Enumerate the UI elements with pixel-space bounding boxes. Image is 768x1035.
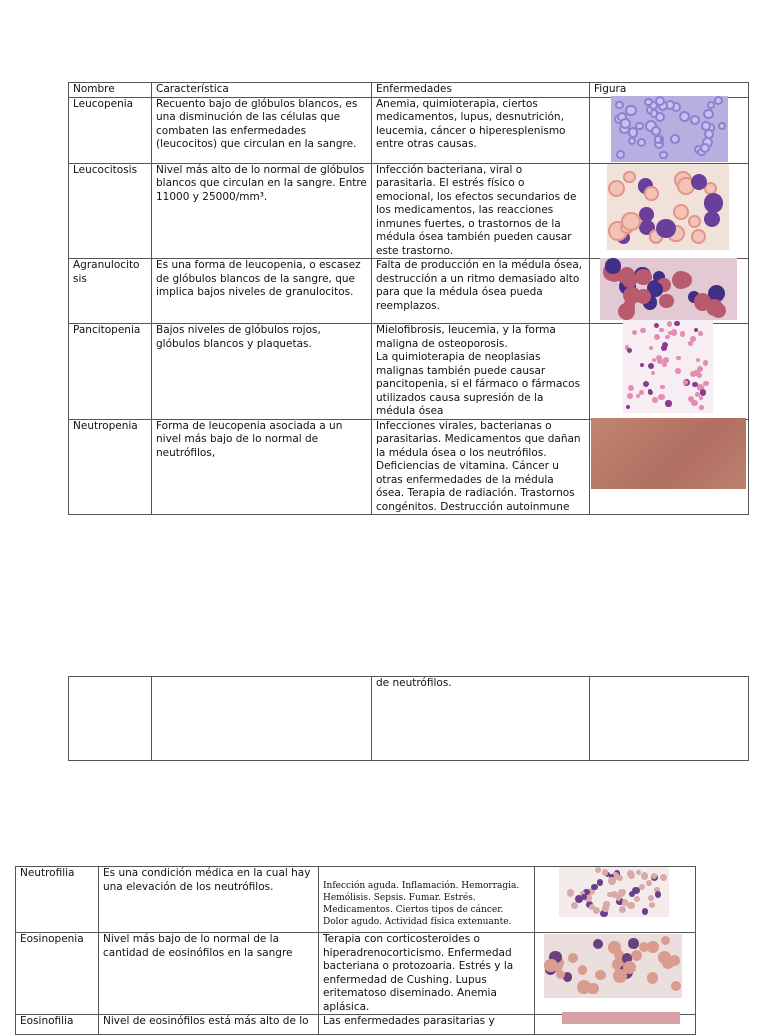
cell-dot bbox=[644, 98, 653, 107]
cell-dot bbox=[623, 961, 636, 974]
cell-dot bbox=[703, 360, 708, 365]
cell-dot bbox=[661, 936, 670, 945]
cell-dot bbox=[659, 328, 664, 333]
cell-dot bbox=[578, 965, 587, 974]
cell-dot bbox=[620, 118, 630, 128]
continuation-table bbox=[68, 676, 749, 761]
cell-dot bbox=[644, 186, 659, 201]
pancitopenia-image bbox=[623, 320, 713, 413]
header-figura: Figura bbox=[590, 83, 749, 98]
cell-dot bbox=[608, 180, 625, 197]
row-diseases-text: Infección aguda. Inflamación. Hemorragia. Hemólisis. Sepsis. Fumar. Estrés. Medicamentos. Ciertos tipos de cáncer. Dolor agudo. Actividad física extenuante. bbox=[323, 881, 520, 927]
cell-dot bbox=[617, 875, 623, 881]
cell-dot bbox=[648, 363, 654, 369]
cell-dot bbox=[707, 101, 715, 109]
cell-dot bbox=[621, 212, 640, 231]
table-header-row bbox=[69, 83, 749, 98]
cell-dot bbox=[679, 111, 690, 122]
cell-dot bbox=[635, 269, 652, 286]
cell-dot bbox=[688, 396, 694, 402]
cell-dot bbox=[587, 983, 598, 994]
cell-dot bbox=[698, 331, 703, 336]
cell-dot bbox=[674, 321, 679, 326]
table-row bbox=[69, 677, 749, 761]
cell-dot bbox=[631, 950, 642, 961]
cell-dot bbox=[632, 330, 637, 335]
cell-dot bbox=[647, 941, 658, 952]
eosinopenia-image bbox=[544, 934, 682, 998]
cell-dot bbox=[671, 329, 677, 335]
cell-dot bbox=[665, 335, 669, 339]
cell-dot bbox=[571, 902, 578, 909]
cell-dot bbox=[628, 872, 635, 879]
cell-dot bbox=[627, 393, 633, 399]
cell-dot bbox=[593, 939, 603, 949]
row-name: Leucocitosis bbox=[69, 163, 152, 259]
cell-dot bbox=[615, 101, 624, 110]
cell-dot bbox=[637, 138, 646, 147]
row-characteristic: Recuento bajo de glóbulos blancos, es una disminución de las células que combaten las enfermedades (leucocitos) que circulan en la sangre. bbox=[152, 97, 372, 163]
cell-dot bbox=[659, 151, 667, 159]
row-name: Pancitopenia bbox=[69, 324, 152, 420]
cell-dot bbox=[696, 358, 701, 363]
cell-dot bbox=[671, 981, 681, 991]
row-name bbox=[69, 677, 152, 761]
cell-dot bbox=[568, 953, 578, 963]
cell-dot bbox=[690, 115, 700, 125]
row-name: Eosinopenia bbox=[16, 933, 99, 1015]
cell-dot bbox=[628, 385, 634, 391]
cell-dot bbox=[639, 390, 644, 395]
cell-dot bbox=[668, 331, 672, 335]
cell-dot bbox=[623, 171, 636, 184]
row-diseases: Infecciones virales, bacterianas o parasitarias. Medicamentos que dañan la médula ósea o los neutrófilos. Deficiencias de vitamina. Cáncer u otras enfermedades de la médula ósea. Terapia de radiación. Trastornos congénitos. Destrucción autoinmune bbox=[372, 419, 590, 515]
row-characteristic bbox=[152, 677, 372, 761]
row-characteristic: Bajos niveles de glóbulos rojos, glóbulos blancos y plaquetas. bbox=[152, 324, 372, 420]
cell-dot bbox=[690, 336, 696, 342]
cell-dot bbox=[622, 273, 637, 288]
cell-dot bbox=[675, 368, 681, 374]
cell-dot bbox=[652, 358, 656, 362]
cell-dot bbox=[605, 258, 620, 273]
cell-dot bbox=[711, 303, 726, 318]
cell-dot bbox=[593, 907, 600, 914]
cell-dot bbox=[700, 389, 706, 395]
row-name: Neutropenia bbox=[69, 419, 152, 515]
cell-dot bbox=[704, 193, 723, 212]
cell-dot bbox=[651, 371, 655, 375]
cell-dot bbox=[628, 938, 638, 948]
row-characteristic: Nivel más bajo de lo normal de la cantidad de eosinófilos en la sangre bbox=[99, 933, 319, 1015]
row-diseases: de neutrófilos. bbox=[372, 677, 590, 761]
cell-dot bbox=[591, 884, 597, 890]
cell-dot bbox=[639, 207, 654, 222]
cell-dot bbox=[640, 363, 644, 367]
row-name: Eosinofilia bbox=[16, 1015, 99, 1035]
row-name: Leucopenia bbox=[69, 97, 152, 163]
cell-dot bbox=[603, 901, 609, 907]
cell-dot bbox=[652, 397, 658, 403]
figure-cell bbox=[590, 677, 749, 761]
cell-dot bbox=[676, 356, 681, 361]
row-diseases: Anemia, quimioterapia, ciertos medicamentos, lupus, desnutrición, leucemia, cáncer o hiperesplenismo entre otras causas. bbox=[372, 97, 590, 163]
row-name: Neutrofilia bbox=[16, 867, 99, 933]
cell-dot bbox=[597, 879, 604, 886]
header-caracteristica: Característica bbox=[152, 83, 372, 98]
cell-dot bbox=[632, 887, 639, 894]
cell-dot bbox=[718, 122, 727, 131]
cell-dot bbox=[628, 137, 636, 145]
cell-dot bbox=[649, 346, 653, 350]
cell-dot bbox=[626, 405, 630, 409]
row-name: Agranulocito sis bbox=[69, 259, 152, 324]
row-diseases: Las enfermedades parasitarias y bbox=[319, 1015, 535, 1035]
row-diseases bbox=[319, 867, 535, 933]
cell-dot bbox=[635, 122, 644, 131]
cell-dot bbox=[634, 896, 640, 902]
cell-dot bbox=[595, 970, 605, 980]
eosinofilia-image bbox=[562, 1012, 680, 1024]
agranulocitosis-image bbox=[600, 258, 737, 320]
cell-dot bbox=[658, 394, 665, 401]
cell-dot bbox=[660, 874, 668, 882]
cell-dot bbox=[648, 895, 654, 901]
cell-dot bbox=[714, 96, 723, 105]
cell-dot bbox=[660, 385, 664, 389]
row-characteristic: Nivel de eosinófilos está más alto de lo bbox=[99, 1015, 319, 1035]
cell-dot bbox=[640, 328, 645, 333]
header-enfermedades: Enfermedades bbox=[372, 83, 590, 98]
cell-dot bbox=[700, 143, 710, 153]
cell-dot bbox=[619, 906, 626, 913]
cell-dot bbox=[627, 348, 633, 354]
row-diseases: Infección bacteriana, viral o parasitaria. El estrés físico o emocional, los efectos secundarios de los medicamentos, las reacciones inmunes fuertes, o trastornos de la médula ósea también pueden causar este trastorno. bbox=[372, 163, 590, 259]
cell-dot bbox=[643, 381, 650, 388]
cell-dot bbox=[673, 204, 689, 220]
leucopenia-image bbox=[611, 96, 728, 162]
cell-dot bbox=[647, 972, 659, 984]
cell-dot bbox=[641, 872, 649, 880]
row-diseases: Mielofibrosis, leucemia, y la forma maligna de osteoporosis. La quimioterapia de neoplasias malignas también puede causar pancitopenia, si el fármaco o fármacos utilizados causa supresión de la médula ósea bbox=[372, 324, 590, 420]
row-characteristic: Forma de leucopenia asociada a un nivel más bajo de lo normal de neutrófilos, bbox=[152, 419, 372, 515]
cell-dot bbox=[704, 211, 720, 227]
cell-dot bbox=[704, 129, 714, 139]
cell-dot bbox=[608, 941, 620, 953]
cell-dot bbox=[654, 323, 659, 328]
cell-dot bbox=[662, 362, 666, 366]
row-characteristic: Nivel más alto de lo normal de glóbulos blancos que circulan en la sangre. Entre 11000 y 25000/mm³. bbox=[152, 163, 372, 259]
neutrofilia-image bbox=[559, 867, 669, 917]
cell-dot bbox=[616, 150, 625, 159]
cell-dot bbox=[699, 396, 703, 400]
cell-dot bbox=[662, 342, 668, 348]
cell-dot bbox=[699, 405, 703, 409]
cell-dot bbox=[670, 134, 680, 144]
cell-dot bbox=[639, 942, 649, 952]
cell-dot bbox=[648, 389, 652, 393]
cell-dot bbox=[703, 109, 714, 120]
header-nombre: Nombre bbox=[69, 83, 152, 98]
cell-dot bbox=[694, 293, 712, 311]
row-characteristic: Es una forma de leucopenia, o escasez de glóbulos blancos de la sangre, que implica bajos niveles de granulocitos. bbox=[152, 259, 372, 324]
cell-dot bbox=[703, 381, 709, 387]
cell-dot bbox=[636, 289, 651, 304]
cell-dot bbox=[656, 219, 675, 238]
row-diseases: Terapia con corticosteroides o hiperadrenocorticismo. Enfermedad bacteriana o protozoaria. Estrés y la enfermedad de Cushing. Lupus eritematoso diseminado. Anemia aplásica. bbox=[319, 933, 535, 1015]
cell-dot bbox=[650, 109, 658, 117]
cell-dot bbox=[680, 331, 686, 337]
cell-dot bbox=[659, 294, 674, 309]
cell-dot bbox=[544, 959, 558, 973]
cell-dot bbox=[627, 902, 634, 909]
cell-dot bbox=[691, 229, 706, 244]
cell-dot bbox=[642, 908, 649, 915]
cell-dot bbox=[611, 891, 618, 898]
cell-dot bbox=[646, 880, 652, 886]
cell-dot bbox=[669, 955, 680, 966]
cell-dot bbox=[567, 889, 575, 897]
row-characteristic: Es una condición médica en la cual hay una elevación de los neutrófilos. bbox=[99, 867, 319, 933]
row-diseases: Falta de producción en la médula ósea, destrucción a un ritmo demasiado alto para que la médula ósea pueda reemplazos. bbox=[372, 259, 590, 324]
neutropenia-image bbox=[591, 418, 746, 489]
leucocitosis-image bbox=[607, 164, 729, 250]
cell-dot bbox=[655, 891, 661, 897]
cell-dot bbox=[595, 867, 601, 873]
cell-dot bbox=[620, 889, 626, 895]
cell-dot bbox=[654, 334, 661, 341]
cell-dot bbox=[608, 877, 615, 884]
cell-dot bbox=[649, 902, 655, 908]
cell-dot bbox=[688, 215, 701, 228]
cell-dot bbox=[639, 884, 645, 890]
cell-dot bbox=[665, 400, 671, 406]
cell-dot bbox=[672, 271, 690, 289]
cell-dot bbox=[625, 105, 636, 116]
cell-dot bbox=[667, 321, 673, 327]
